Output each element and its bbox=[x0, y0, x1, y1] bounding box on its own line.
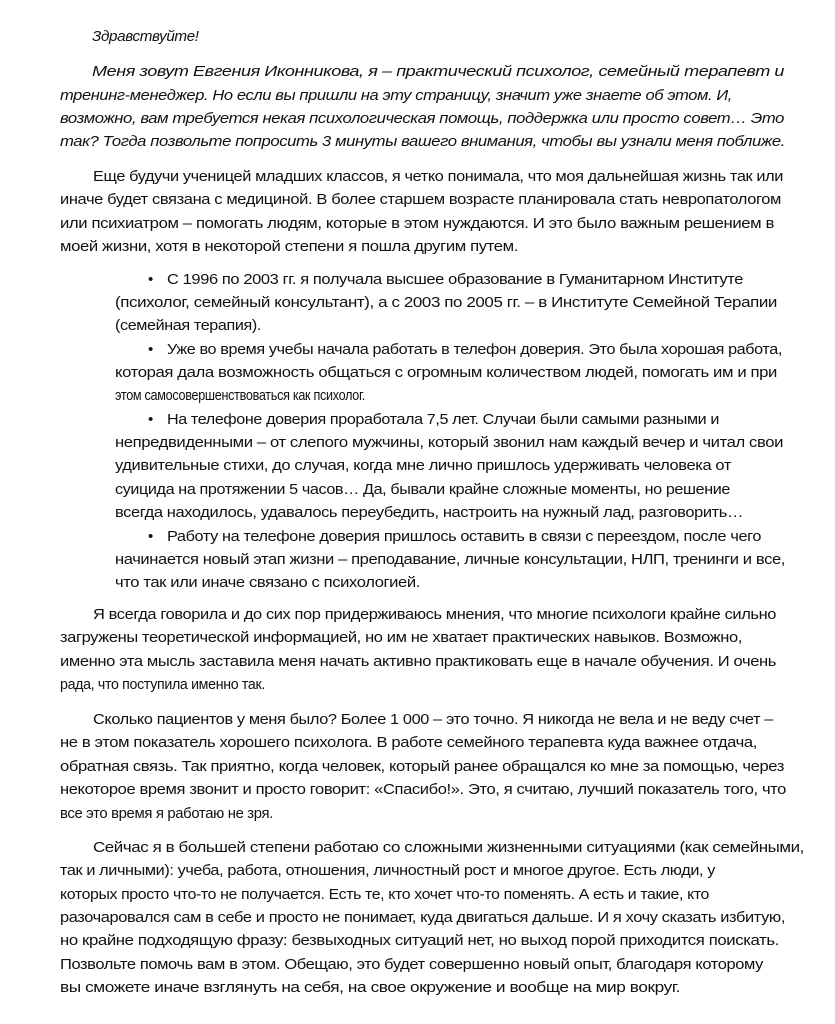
paragraph-line: некоторое время звонит и просто говорит: «Спасибо!». Это, я считаю, лучший показатель того, что bbox=[60, 781, 787, 798]
paragraph-line: Еще будучи ученицей младших классов, я четко понимала, что моя дальнейшая жизнь так или bbox=[93, 168, 783, 185]
bullet-line: непредвиденными – от слепого мужчины, который звонил нам каждый вечер и читал свои bbox=[115, 434, 783, 451]
paragraph-line: вы сможете иначе взглянуть на себя, на свое окружение и вообще на мир вокруг. bbox=[60, 979, 680, 996]
bullet-line: начинается новый этап жизни – преподавание, личные консультации, НЛП, тренинги и все, bbox=[115, 551, 785, 568]
bullet-line: которая дала возможность общаться с огромным количеством людей, помогать им и при bbox=[115, 364, 778, 381]
paragraph-line: обратная связь. Так приятно, когда человек, который ранее обращался ко мне за помощью, через bbox=[60, 758, 784, 775]
bullet-line: суицида на протяжении 5 часов… Да, бывали крайне сложные моменты, но решение bbox=[115, 481, 731, 498]
greeting: Здравствуйте! bbox=[92, 28, 199, 45]
paragraph-line: рада, что поступила именно так. bbox=[60, 676, 265, 693]
bullet-line: Работу на телефоне доверия пришлось оставить в связи с переездом, после чего bbox=[167, 528, 761, 545]
bullet-line: На телефоне доверия проработала 7,5 лет. Случаи были самыми разными и bbox=[167, 411, 719, 428]
bullet-line: (психолог, семейный консультант), а с 2003 по 2005 гг. – в Институте Семейной Терапии bbox=[115, 294, 777, 311]
paragraph-line: Я всегда говорила и до сих пор придерживаюсь мнения, что многие психологи крайне сильно bbox=[93, 606, 776, 623]
paragraph-line: загружены теоретической информацией, но им не хватает практических навыков. Возможно, bbox=[60, 629, 742, 646]
bullet-line: всегда находилось, удавалось переубедить, настроить на нужный лад, разговорить… bbox=[115, 504, 743, 521]
paragraph-line: иначе будет связана с медициной. В более старшем возрасте планировала стать невропатологом bbox=[60, 191, 781, 208]
paragraph-line: моей жизни, хотя в некоторой степени я пошла другим путем. bbox=[60, 238, 518, 255]
paragraph-line: Сколько пациентов у меня было? Более 1 000 – это точно. Я никогда не вела и не веду счет – bbox=[93, 711, 773, 728]
paragraph-line: разочаровался сам в себе и просто не понимает, куда двигаться дальше. И я хочу сказать избитую, bbox=[60, 909, 785, 926]
paragraph-line: Сейчас я в большей степени работаю со сложными жизненными ситуациями (как семейными, bbox=[93, 839, 804, 856]
paragraph-line: но крайне подходящую фразу: безвыходных ситуаций нет, но выход порой приходится поискать. bbox=[60, 932, 779, 949]
bullet-line: (семейная терапия). bbox=[115, 317, 261, 334]
bullet-line: С 1996 по 2003 гг. я получала высшее образование в Гуманитарном Институте bbox=[167, 271, 743, 288]
bullet-line: Уже во время учебы начала работать в телефон доверия. Это была хорошая работа, bbox=[167, 341, 782, 358]
paragraph-line: Позвольте помочь вам в этом. Обещаю, это будет совершенно новый опыт, благодаря которому bbox=[60, 956, 763, 973]
intro-line: возможно, вам требуется некая психологическая помощь, поддержка или просто совет… Это bbox=[60, 110, 784, 127]
paragraph-line: не в этом показатель хорошего психолога. В работе семейного терапевта куда важнее отдача, bbox=[60, 734, 757, 751]
paragraph-line: или психиатром – помогать людям, которые в этом нуждаются. И это было важным решением в bbox=[60, 215, 774, 232]
bullet-line: что так или иначе связано с психологией. bbox=[115, 574, 420, 591]
bullet-icon: • bbox=[148, 528, 154, 545]
intro-line: так? Тогда позвольте попросить 3 минуты вашего внимания, чтобы вы узнали меня поближе. bbox=[60, 133, 785, 150]
bullet-line: удивительные стихи, до случая, когда мне лично пришлось удерживать человека от bbox=[115, 457, 731, 474]
bullet-line: этом самосовершенствоваться как психолог. bbox=[115, 387, 365, 404]
paragraph-line: именно эта мысль заставила меня начать активно практиковать еще в начале обучения. И очень bbox=[60, 653, 776, 670]
bullet-icon: • bbox=[148, 271, 154, 288]
intro-line: тренинг-менеджер. Но если вы пришли на эту страницу, значит уже знаете об этом. И, bbox=[60, 87, 732, 104]
bullet-icon: • bbox=[148, 411, 154, 428]
paragraph-line: которых просто что-то не получается. Есть те, кто хочет что-то поменять. А есть и такие, кто bbox=[60, 886, 709, 903]
bullet-icon: • bbox=[148, 341, 154, 358]
paragraph-line: все это время я работаю не зря. bbox=[60, 805, 273, 822]
intro-line: Меня зовут Евгения Иконникова, я – практический психолог, семейный терапевт и bbox=[92, 63, 784, 80]
paragraph-line: так и личными): учеба, работа, отношения, личностный рост и многое другое. Есть люди, у bbox=[60, 862, 715, 879]
